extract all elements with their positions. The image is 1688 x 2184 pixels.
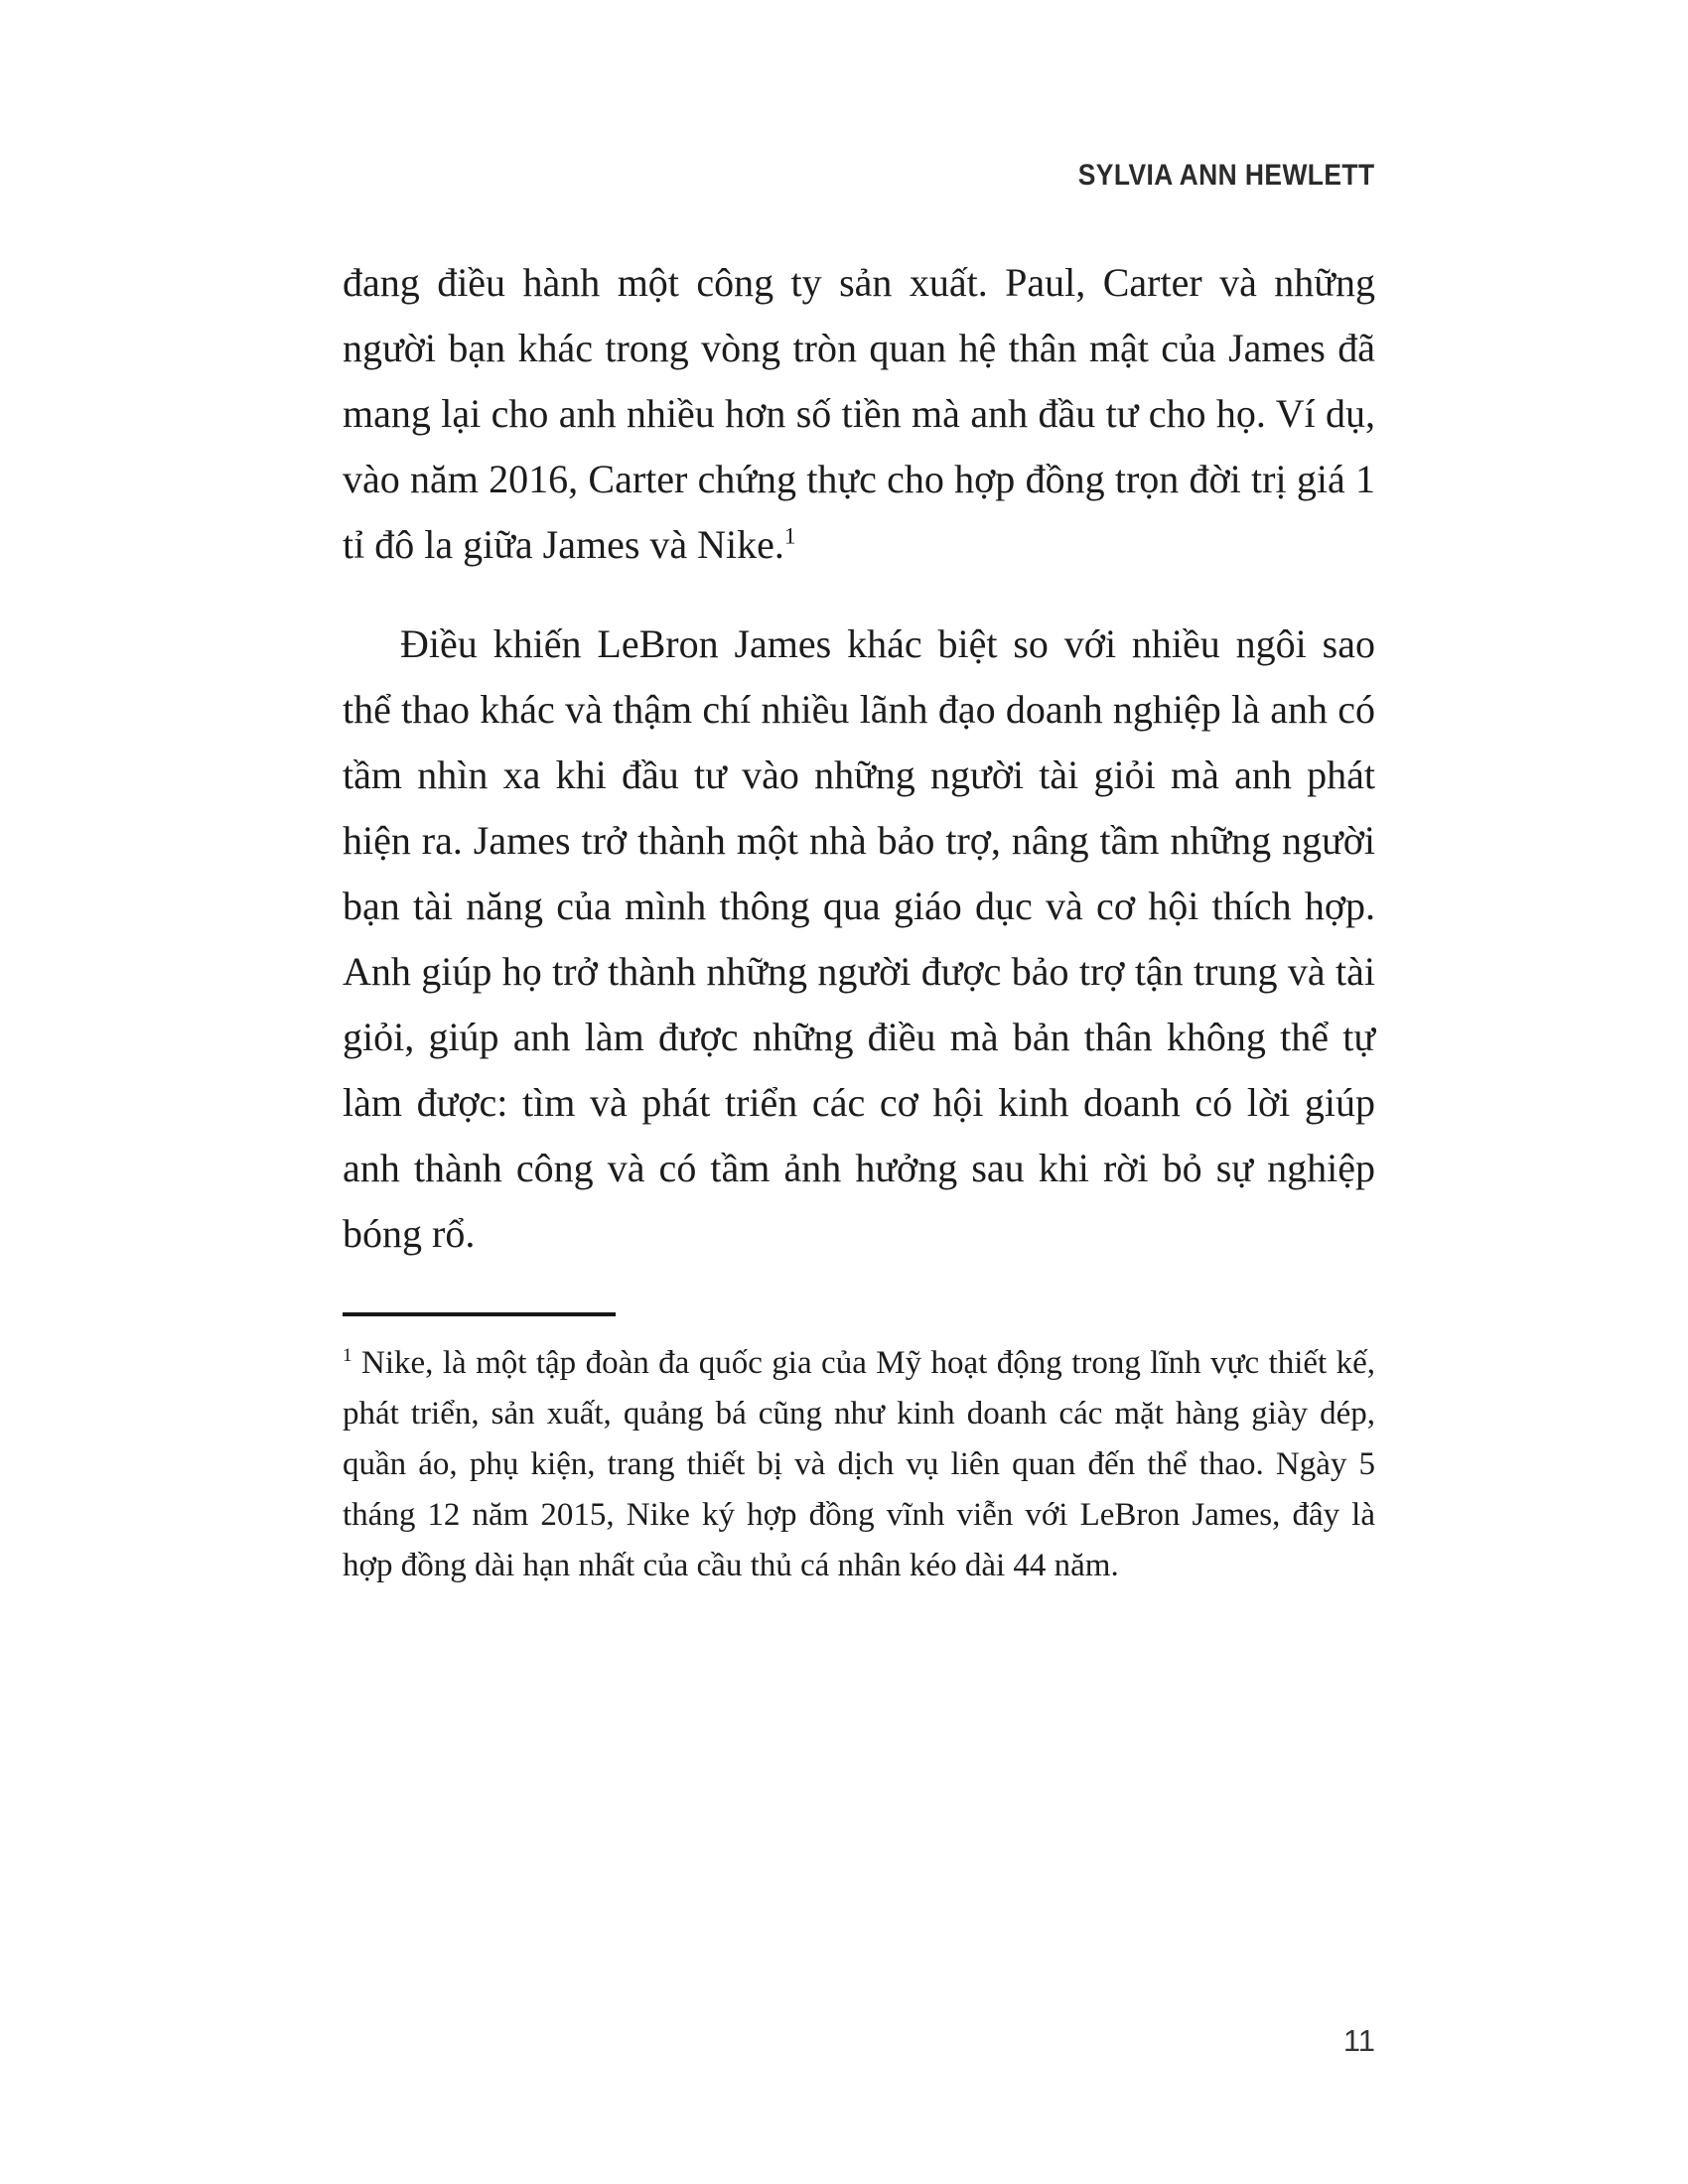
body-text: [343, 250, 1375, 1591]
body-paragraph-1: [343, 250, 1375, 578]
page-number: 11: [1342, 2023, 1375, 2058]
footnote-text: Nike, là một tập đoàn đa quốc gia của Mỹ hoạt động trong lĩnh vực thiết kế, phát triển, sản xuất, quảng bá cũng như kinh doanh các mặt hàng giày dép, quần áo, phụ kiện, trang thiết bị và dịch vụ liên quan đến thể thao. Ngày 5 tháng 12 năm 2015, Nike ký hợp đồng vĩnh viễn với LeBron James, đây là hợp đồng dài hạn nhất của cầu thủ cá nhân kéo dài 44 năm.: [343, 1345, 1376, 1583]
running-header-author: SYLVIA ANN HEWLETT: [1078, 159, 1375, 192]
footnote-separator: [343, 1312, 616, 1316]
footnote-reference: 1: [783, 523, 796, 550]
paragraph-1-text: đang điều hành một công ty sản xuất. Paul, Carter và những người bạn khác trong vòng tròn quan hệ thân mật của James đã mang lại cho anh nhiều hơn số tiền mà anh đầu tư cho họ. Ví dụ, vào năm 2016, Carter chứng thực cho hợp đồng trọn đời trị giá 1 tỉ đô la giữa James và Nike.: [343, 260, 1375, 567]
running-header: [343, 159, 1375, 193]
footnote-marker: 1: [343, 1345, 352, 1366]
body-paragraph-2: Điều khiến LeBron James khác biệt so với nhiều ngôi sao thể thao khác và thậm chí nhiều lãnh đạo doanh nghiệp là anh có tầm nhìn xa khi đầu tư vào những người tài giỏi mà anh phát hiện ra. James trở thành một nhà bảo trợ, nâng tầm những người bạn tài năng của mình thông qua giáo dục và cơ hội thích hợp. Anh giúp họ trở thành những người được bảo trợ tận trung và tài giỏi, giúp anh làm được những điều mà bản thân không thể tự làm được: tìm và phát triển các cơ hội kinh doanh có lời giúp anh thành công và có tầm ảnh hưởng sau khi rời bỏ sự nghiệp bóng rổ.: [343, 621, 1375, 1256]
footnote: [343, 1338, 1375, 1591]
